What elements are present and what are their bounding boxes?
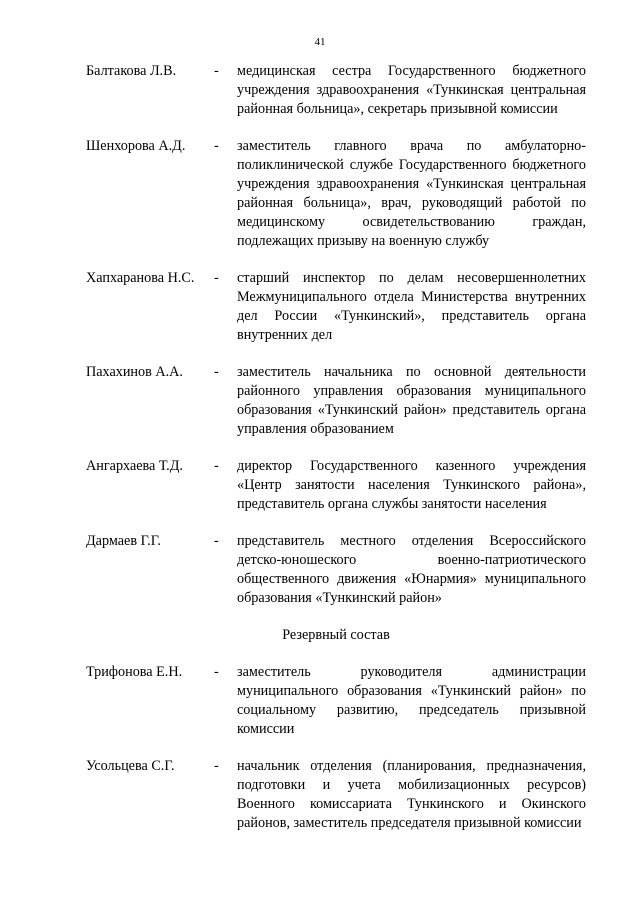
- member-dash: -: [214, 270, 219, 286]
- member-entry: [86, 269, 586, 345]
- member-description: директор Государственного казенного учреждения «Центр занятости населения Тункинского района», представитель органа службы занятости населения: [237, 458, 586, 512]
- reserve-section-title: Резервный состав: [282, 627, 390, 643]
- member-dash: -: [214, 533, 219, 549]
- member-dash: -: [214, 364, 219, 380]
- member-entry: [86, 532, 586, 608]
- member-entry: [86, 137, 586, 251]
- member-name: Дармаев Г.Г.: [86, 533, 161, 549]
- member-name: Хапхаранова Н.С.: [86, 270, 195, 286]
- member-description: заместитель руководителя администрации муниципального образования «Тункинский район» по социальному развитию, председатель призывной комиссии: [237, 664, 586, 737]
- member-entry: [86, 757, 586, 833]
- member-entry: [86, 663, 586, 739]
- member-dash: -: [214, 138, 219, 154]
- member-entry: [86, 457, 586, 514]
- member-dash: -: [214, 664, 219, 680]
- member-description: представитель местного отделения Всероссийского детско-юношеского военно-патриотического общественного движения «Юнармия» муниципального образования «Тункинский район»: [237, 533, 586, 606]
- member-name: Шенхорова А.Д.: [86, 138, 186, 154]
- member-name: Трифонова Е.Н.: [86, 664, 183, 680]
- member-dash: -: [214, 458, 219, 474]
- member-description: медицинская сестра Государственного бюджетного учреждения здравоохранения «Тункинская центральная районная больница», секретарь призывной комиссии: [237, 63, 586, 117]
- member-entry: [86, 363, 586, 439]
- member-description: заместитель главного врача по амбулаторно-поликлинической службе Государственного бюджетного учреждения здравоохранения «Тункинская центральная районная больница», врач, руководящий работой по медицинскому освидетельствованию граждан, подлежащих призыву на военную службу: [237, 138, 586, 249]
- member-dash: -: [214, 758, 219, 774]
- member-description: начальник отделения (планирования, предназначения, подготовки и учета мобилизационных ресурсов) Военного комиссариата Тункинского и Окинского районов, заместитель председателя призывной комиссии: [237, 758, 586, 831]
- member-dash: -: [214, 63, 219, 79]
- member-name: Усольцева С.Г.: [86, 758, 175, 774]
- member-name: Ангархаева Т.Д.: [86, 458, 183, 474]
- member-description: заместитель начальника по основной деятельности районного управления образования муниципального образования «Тункинский район» представитель органа управления образованием: [237, 364, 586, 437]
- commission-list: [86, 62, 586, 833]
- member-name: Пахахинов А.А.: [86, 364, 183, 380]
- page-number: 41: [314, 36, 326, 48]
- member-entry: [86, 62, 586, 119]
- member-description: старший инспектор по делам несовершеннолетних Межмуниципального отдела Министерства внутренних дел России «Тункинский», представитель органа внутренних дел: [237, 270, 586, 343]
- member-name: Балтакова Л.В.: [86, 63, 177, 79]
